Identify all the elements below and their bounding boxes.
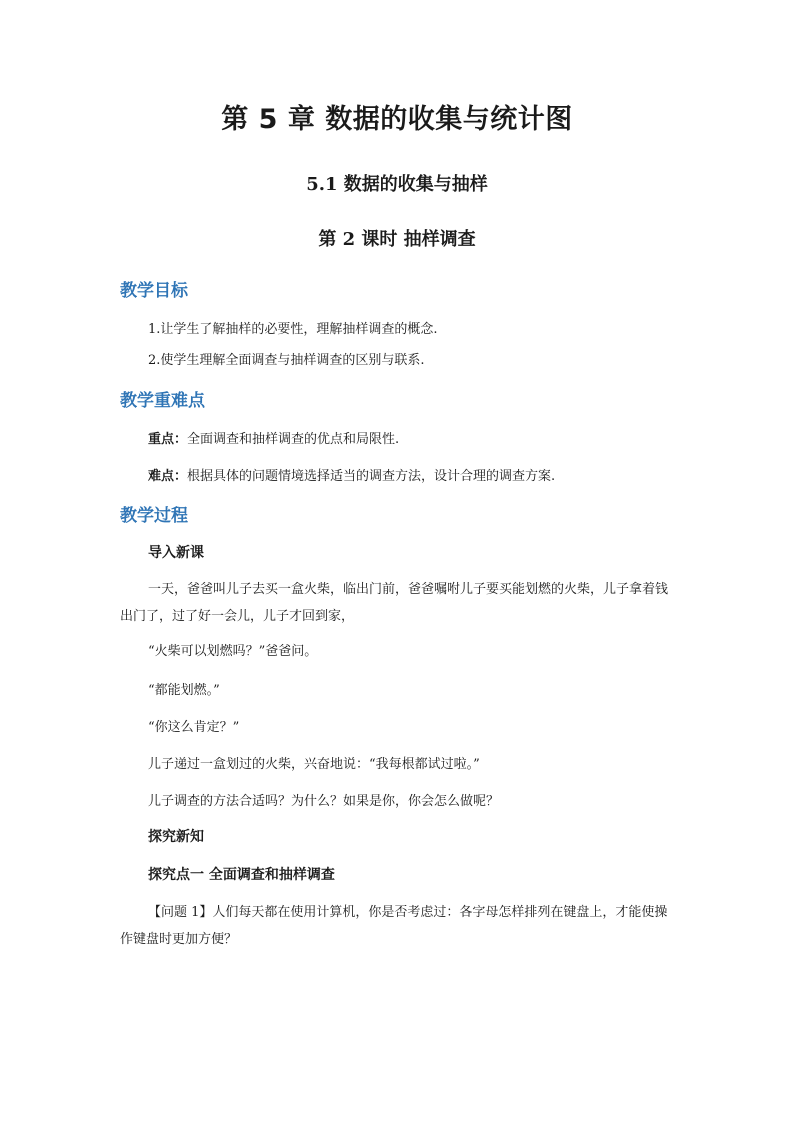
dialog-line-2: “都能划燃。”	[148, 683, 220, 698]
goal-item-1: 1.让学生了解抽样的必要性，理解抽样调查的概念.	[148, 322, 438, 337]
dialog-line-5: 儿子调查的方法合适吗？为什么？如果是你，你会怎么做呢？	[148, 794, 500, 809]
dialog-line-3: “你这么肯定？”	[148, 720, 240, 735]
explore-heading: 探究新知	[148, 829, 204, 845]
difficulty-label: 难点：	[148, 469, 188, 484]
intro-heading: 导入新课	[148, 545, 204, 561]
dialog-line-4: 儿子递过一盒划过的火柴，兴奋地说：“我每根都试过啦。”	[148, 757, 480, 772]
goal-item-2: 2.使学生理解全面调查与抽样调查的区别与联系.	[148, 353, 425, 368]
chapter-title: 第 5 章 数据的收集与统计图	[221, 104, 573, 135]
lesson-title: 第 2 课时 抽样调查	[318, 229, 476, 250]
focus-label: 重点：	[148, 432, 188, 447]
dialog-line-1: “火柴可以划燃吗？”爸爸问。	[148, 644, 318, 659]
focus-text: 全面调查和抽样调查的优点和局限性.	[187, 432, 400, 447]
heading-teaching-goals: 教学目标	[120, 281, 188, 301]
difficulty-line	[148, 465, 555, 484]
focus-line	[148, 428, 399, 447]
difficulty-text: 根据具体的问题情境选择适当的调查方法，设计合理的调查方案.	[187, 469, 556, 484]
explore-point-heading: 探究点一 全面调查和抽样调查	[148, 867, 335, 883]
heading-teaching-process: 教学过程	[120, 506, 188, 526]
heading-key-points: 教学重难点	[120, 391, 205, 411]
question-paragraph: 【问题 1】人们每天都在使用计算机，你是否考虑过：各字母怎样排列在键盘上，才能使操作键盘时更加方便？	[120, 905, 668, 947]
story-paragraph: 一天，爸爸叫儿子去买一盒火柴，临出门前，爸爸嘱咐儿子要买能划燃的火柴，儿子拿着钱出门了，过了好一会儿，儿子才回到家，	[120, 582, 669, 624]
section-title: 5.1 数据的收集与抽样	[306, 174, 488, 195]
